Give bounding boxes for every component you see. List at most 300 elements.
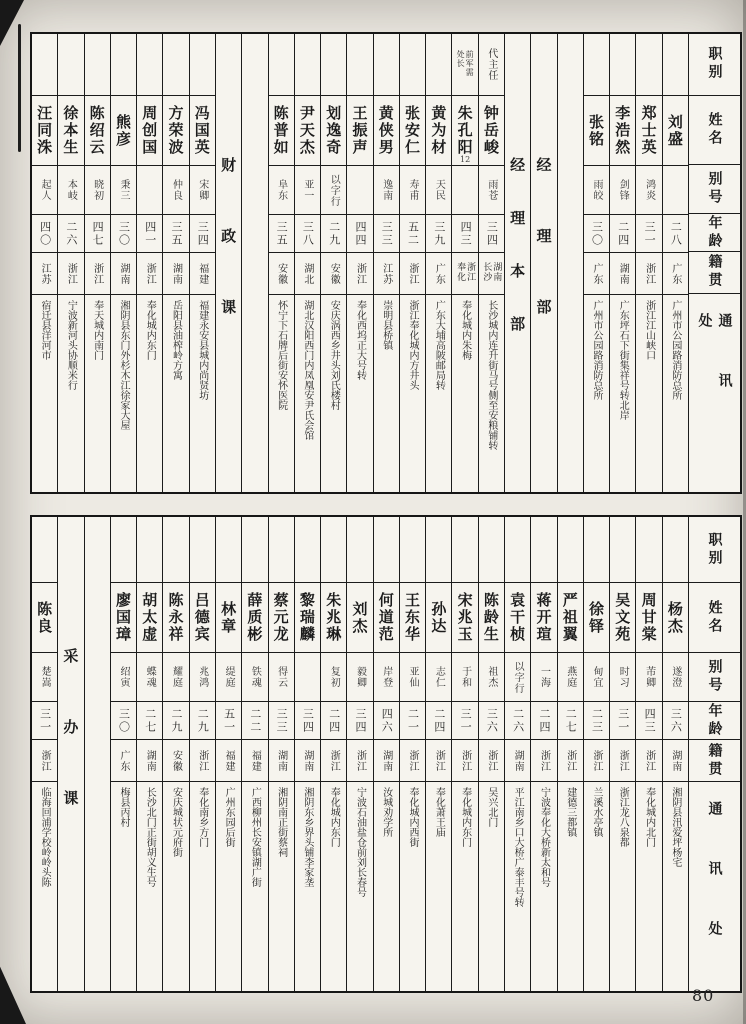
name-text: 林章: [219, 600, 238, 635]
name-text: 徐本生: [61, 105, 80, 156]
address-cell: [584, 295, 609, 492]
origin-cell: [452, 253, 477, 295]
person-column: [110, 517, 136, 991]
person-column: [110, 34, 136, 492]
name-cell: [426, 583, 451, 653]
origin-text: 浙江: [65, 262, 77, 285]
person-column: [451, 517, 477, 991]
name-text: 方荣波: [166, 105, 185, 156]
person-column: [241, 517, 267, 991]
origin-cell: [58, 253, 83, 295]
origin-text: 浙江: [91, 262, 103, 285]
address-text: 安庆城状元府街: [170, 787, 182, 857]
address-cell: [242, 782, 267, 991]
origin-cell: [85, 253, 110, 295]
address-cell: [347, 295, 372, 492]
title-cell: [636, 517, 661, 583]
alias-text: 蝶魂: [144, 666, 156, 688]
age-text: 三〇: [117, 220, 131, 247]
alias-text: 甸宜: [591, 666, 603, 688]
address-cell: [111, 295, 136, 492]
address-cell: [137, 295, 162, 492]
address-text: 岳阳县油榨岭方寓: [170, 300, 182, 380]
person-column: [136, 34, 162, 492]
name-text: 徐铎: [587, 600, 606, 635]
name-cell: [58, 96, 83, 166]
person-column: [635, 34, 661, 492]
origin-text: 安徽: [170, 749, 182, 772]
scan-smudge-bottom-left: [0, 954, 26, 1024]
alias-cell: [137, 653, 162, 702]
age-text: 四七: [91, 220, 105, 247]
name-text: 张安仁: [403, 105, 422, 156]
name-text: 何道范: [376, 592, 395, 643]
age-cell: [190, 702, 215, 740]
age-text: 二四: [537, 707, 551, 734]
section-label: 经理部: [534, 156, 553, 370]
age-text: 二九: [170, 707, 184, 734]
origin-text: 浙江: [39, 749, 51, 772]
age-cell: [610, 215, 635, 253]
name-text: 陈永祥: [166, 592, 185, 643]
person-column: [583, 517, 609, 991]
origin-text: 湖南: [144, 749, 156, 772]
name-text: 薛质彬: [245, 592, 264, 643]
origin-cell: [400, 253, 425, 295]
name-text: 陈绍云: [87, 105, 106, 156]
age-cell: [426, 215, 451, 253]
alias-cell: [636, 653, 661, 702]
alias-text: 亚一: [301, 179, 313, 201]
address-cell: [663, 782, 688, 991]
age-text: 三一: [616, 707, 630, 734]
name-text: 划逸奇: [324, 105, 343, 156]
age-text: 二一: [406, 707, 420, 734]
name-cell: [137, 583, 162, 653]
alias-cell: [163, 653, 188, 702]
title-cell: [347, 34, 372, 96]
name-cell: [479, 96, 504, 166]
origin-text: 浙江: [407, 749, 419, 772]
title-cell: [111, 34, 136, 96]
origin-text: 湖南: [170, 262, 182, 285]
alias-cell: [58, 166, 83, 215]
address-cell: [137, 782, 162, 991]
alias-text: 毅卿: [354, 666, 366, 688]
age-cell: [321, 702, 346, 740]
alias-cell: [111, 653, 136, 702]
address-text: 湖北汉阳西门内凤凰安尹氏会馆: [301, 300, 313, 440]
origin-cell: [400, 740, 425, 782]
address-text: 宿迁县洋河市: [39, 300, 51, 360]
header-name-cell: [689, 96, 740, 166]
age-text: 三六: [669, 707, 683, 734]
age-text: 二七: [143, 707, 157, 734]
name-cell: [636, 583, 661, 653]
person-column: [346, 517, 372, 991]
age-text: 二九: [327, 220, 341, 247]
name-cell: [242, 583, 267, 653]
alias-cell: [558, 653, 583, 702]
address-text: 广西柳州长安镇湖广街: [249, 787, 261, 887]
name-text: 刘盛: [665, 113, 684, 148]
alias-text: 时习: [617, 666, 629, 688]
origin-cell: [32, 740, 57, 782]
section-column: [215, 34, 241, 492]
age-text: 二七: [564, 707, 578, 734]
alias-text: 祖杰: [485, 666, 497, 688]
title-cell: [321, 517, 346, 583]
age-text: 三四: [485, 220, 499, 247]
address-cell: [479, 782, 504, 991]
name-cell: [610, 583, 635, 653]
person-column: [399, 517, 425, 991]
alias-cell: [190, 653, 215, 702]
alias-cell: [347, 166, 372, 215]
name-text: 冯国英: [192, 105, 211, 156]
name-text: 朱兆琳: [324, 592, 343, 643]
name-text: 陈普如: [271, 105, 290, 156]
address-text: 宁波新河头协顺米行: [65, 300, 77, 390]
alias-text: 一海: [538, 666, 550, 688]
address-cell: [663, 295, 688, 492]
title-cell: [452, 34, 477, 96]
address-cell: [295, 295, 320, 492]
age-cell: [295, 215, 320, 253]
alias-cell: [295, 653, 320, 702]
name-text: 袁干桢: [508, 592, 527, 643]
alias-text: 得云: [275, 666, 287, 688]
address-cell: [426, 782, 451, 991]
alias-text: 雨苍: [485, 179, 497, 201]
age-text: 三〇: [590, 220, 604, 247]
age-cell: [321, 215, 346, 253]
person-column: [373, 517, 399, 991]
name-cell: [85, 96, 110, 166]
title-cell: [426, 517, 451, 583]
title-cell: [295, 34, 320, 96]
alias-text: 鸿炎: [643, 179, 655, 201]
origin-text: 浙江: [354, 749, 366, 772]
origin-cell: [426, 740, 451, 782]
alias-cell: [190, 166, 215, 215]
origin-cell: [190, 253, 215, 295]
alias-text: 楚嵩: [39, 666, 51, 688]
origin-text: 浙江: [485, 749, 497, 772]
age-cell: [426, 702, 451, 740]
age-text: 四六: [380, 707, 394, 734]
name-cell: [663, 583, 688, 653]
age-text: 四一: [143, 220, 157, 247]
address-text: 广东坪石下街集祥号转北岸: [617, 300, 629, 420]
origin-text: 湖南: [512, 749, 524, 772]
origin-cell: [216, 740, 241, 782]
person-column: [609, 517, 635, 991]
directory-table-top: [30, 32, 742, 494]
name-text: 蒋开瑄: [534, 592, 553, 643]
address-cell: [190, 782, 215, 991]
alias-text: 缇庭: [223, 666, 235, 688]
address-text: 奉天城内南门: [91, 300, 103, 360]
alias-cell: [505, 653, 530, 702]
age-text: 二四: [616, 220, 630, 247]
address-text: 吴兴北门: [485, 787, 497, 827]
name-cell: [452, 96, 477, 166]
alias-cell: [400, 653, 425, 702]
origin-text: 福建: [223, 749, 235, 772]
alias-text: 以字行: [328, 173, 340, 207]
origin-cell: [321, 740, 346, 782]
title-cell: [584, 34, 609, 96]
origin-cell: [505, 740, 530, 782]
age-text: 三一: [459, 707, 473, 734]
name-cell: [584, 96, 609, 166]
person-column: [136, 517, 162, 991]
address-text: 长沙城内连升街马号侧至安粮铺转: [485, 300, 497, 450]
address-cell: [321, 782, 346, 991]
age-cell: [242, 702, 267, 740]
section-label: 财政课: [219, 156, 238, 370]
alias-cell: [531, 653, 556, 702]
name-cell: [321, 96, 346, 166]
title-cell: [610, 517, 635, 583]
title-cell: [163, 34, 188, 96]
origin-cell: [663, 740, 688, 782]
origin-cell: [269, 253, 294, 295]
age-text: 三五: [275, 220, 289, 247]
address-text: 湘阴东乡界头铺李家垄: [301, 787, 313, 887]
name-cell: [400, 583, 425, 653]
age-text: 二六: [511, 707, 525, 734]
title-cell: [479, 517, 504, 583]
address-cell: [636, 782, 661, 991]
origin-text: 广东: [669, 262, 681, 285]
alias-cell: [269, 166, 294, 215]
name-cell: [610, 96, 635, 166]
alias-cell: [452, 653, 477, 702]
header-age-cell: [689, 214, 740, 252]
person-column: [478, 34, 504, 492]
name-cell: [347, 96, 372, 166]
age-text: 二八: [669, 220, 683, 247]
header-label: 年龄: [706, 702, 723, 739]
address-text: 福建永安县城内尚贤坊: [196, 300, 208, 400]
address-cell: [426, 295, 451, 492]
header-label: 通讯处: [696, 312, 733, 433]
address-cell: [400, 295, 425, 492]
address-text: 宁波石油盐仓前刘长春号: [354, 787, 366, 897]
age-text: 二六: [64, 220, 78, 247]
alias-text: 晓初: [91, 179, 103, 201]
name-cell: [374, 96, 399, 166]
alias-cell: [610, 653, 635, 702]
age-cell: [295, 702, 320, 740]
address-cell: [452, 295, 477, 492]
age-cell: [58, 215, 83, 253]
person-column: [635, 517, 661, 991]
name-text: 陈龄生: [481, 592, 500, 643]
origin-text: 浙江: [196, 749, 208, 772]
alias-text: 宋卿: [196, 179, 208, 201]
alias-text: 逸南: [380, 179, 392, 201]
person-column: [451, 34, 477, 492]
origin-text: 浙江: [643, 749, 655, 772]
name-cell: [400, 96, 425, 166]
origin-text: 湖南: [617, 262, 629, 285]
title-cell: [400, 517, 425, 583]
address-cell: [479, 295, 504, 492]
alias-cell: [663, 166, 688, 215]
age-cell: [400, 702, 425, 740]
name-text: 刘杰: [350, 600, 369, 635]
origin-text: 安徽: [328, 262, 340, 285]
origin-cell: [584, 253, 609, 295]
address-text: 奉化城内朱梅: [459, 300, 471, 360]
person-column: [189, 517, 215, 991]
age-text: 二三: [590, 707, 604, 734]
origin-cell: [242, 740, 267, 782]
age-text: 三三: [380, 220, 394, 247]
name-cell: [479, 583, 504, 653]
section-label: 经理本部: [508, 157, 527, 369]
section-column: [504, 34, 530, 492]
age-cell: [505, 702, 530, 740]
address-text: 平江南乡口大桥广泰丰号转: [512, 787, 524, 907]
name-text: 郑士英: [639, 105, 658, 156]
origin-text: 浙江: [144, 262, 156, 285]
scan-edge-line: [18, 24, 21, 152]
title-cell: [242, 517, 267, 583]
alias-text: 绍寅: [117, 666, 129, 688]
age-cell: [558, 702, 583, 740]
alias-text: 兆鸿: [196, 666, 208, 688]
alias-cell: [321, 653, 346, 702]
title-cell: [163, 517, 188, 583]
name-text: 周甘棠: [639, 592, 658, 643]
alias-cell: [663, 653, 688, 702]
title-cell: [531, 517, 556, 583]
header-address-cell: [689, 294, 740, 492]
person-column: [84, 34, 110, 492]
address-cell: [505, 782, 530, 991]
address-cell: [531, 782, 556, 991]
person-column: [32, 34, 57, 492]
person-column: [504, 517, 530, 991]
header-label: 职别: [706, 46, 723, 83]
origin-text: 浙江奉化: [455, 261, 476, 282]
alias-text: 铁魂: [249, 666, 261, 688]
header-column: [688, 34, 740, 492]
name-cell: [32, 96, 57, 166]
alias-text: 仲良: [170, 179, 182, 201]
person-column: [320, 517, 346, 991]
age-text: 三四: [301, 707, 315, 734]
alias-cell: [610, 166, 635, 215]
person-column: [294, 34, 320, 492]
alias-text: 志仁: [433, 666, 445, 688]
origin-cell: [137, 253, 162, 295]
origin-text: 广东: [591, 262, 603, 285]
age-text: 二四: [327, 707, 341, 734]
alias-cell: [216, 653, 241, 702]
age-cell: [347, 702, 372, 740]
address-text: 梅县丙村: [117, 787, 129, 827]
age-cell: [663, 215, 688, 253]
age-cell: [584, 215, 609, 253]
alias-text: 剑锋: [617, 179, 629, 201]
alias-cell: [584, 653, 609, 702]
address-cell: [190, 295, 215, 492]
address-cell: [584, 782, 609, 991]
address-cell: [610, 782, 635, 991]
origin-text: 江苏: [380, 262, 392, 285]
alias-cell: [426, 166, 451, 215]
title-cell: [663, 517, 688, 583]
origin-text: 湖南: [380, 749, 392, 772]
alias-text: 芾卿: [643, 666, 655, 688]
address-text: 奉化西坞正大号转: [354, 300, 366, 380]
alias-cell: [347, 653, 372, 702]
title-cell: [584, 517, 609, 583]
origin-text: 湖南: [301, 749, 313, 772]
origin-cell: [347, 740, 372, 782]
origin-cell: [190, 740, 215, 782]
address-cell: [269, 782, 294, 991]
person-column: [399, 34, 425, 492]
person-column: [346, 34, 372, 492]
address-text: 宁波奉化大桥新太和号: [538, 787, 550, 887]
address-cell: [111, 782, 136, 991]
age-cell: [374, 215, 399, 253]
age-text: 三一: [38, 707, 52, 734]
title-cell: [269, 517, 294, 583]
person-column: [162, 34, 188, 492]
name-cell: [137, 96, 162, 166]
header-label: 职别: [706, 531, 723, 568]
origin-cell: [269, 740, 294, 782]
person-column: [425, 34, 451, 492]
address-cell: [32, 782, 57, 991]
origin-cell: [137, 740, 162, 782]
age-text: 三六: [485, 707, 499, 734]
title-cell: [32, 517, 57, 583]
title-cell: [636, 34, 661, 96]
age-cell: [636, 702, 661, 740]
name-note: 12: [460, 155, 471, 164]
age-cell: [190, 215, 215, 253]
name-text: 胡太虚: [140, 592, 159, 643]
alias-cell: [636, 166, 661, 215]
person-column: [662, 517, 688, 991]
alias-cell: [374, 653, 399, 702]
age-text: 五二: [406, 220, 420, 247]
age-text: 四三: [459, 220, 473, 247]
alias-text: 本岐: [65, 179, 77, 201]
origin-cell: [610, 740, 635, 782]
title-cell: [269, 34, 294, 96]
title-cell: [190, 34, 215, 96]
name-cell: [505, 583, 530, 653]
age-cell: [32, 215, 57, 253]
age-text: 四四: [353, 220, 367, 247]
header-origin-cell: [689, 252, 740, 294]
title-cell: [426, 34, 451, 96]
name-cell: [531, 583, 556, 653]
name-cell: [295, 96, 320, 166]
header-age-cell: [689, 702, 740, 740]
origin-cell: [636, 740, 661, 782]
age-text: 四三: [643, 707, 657, 734]
